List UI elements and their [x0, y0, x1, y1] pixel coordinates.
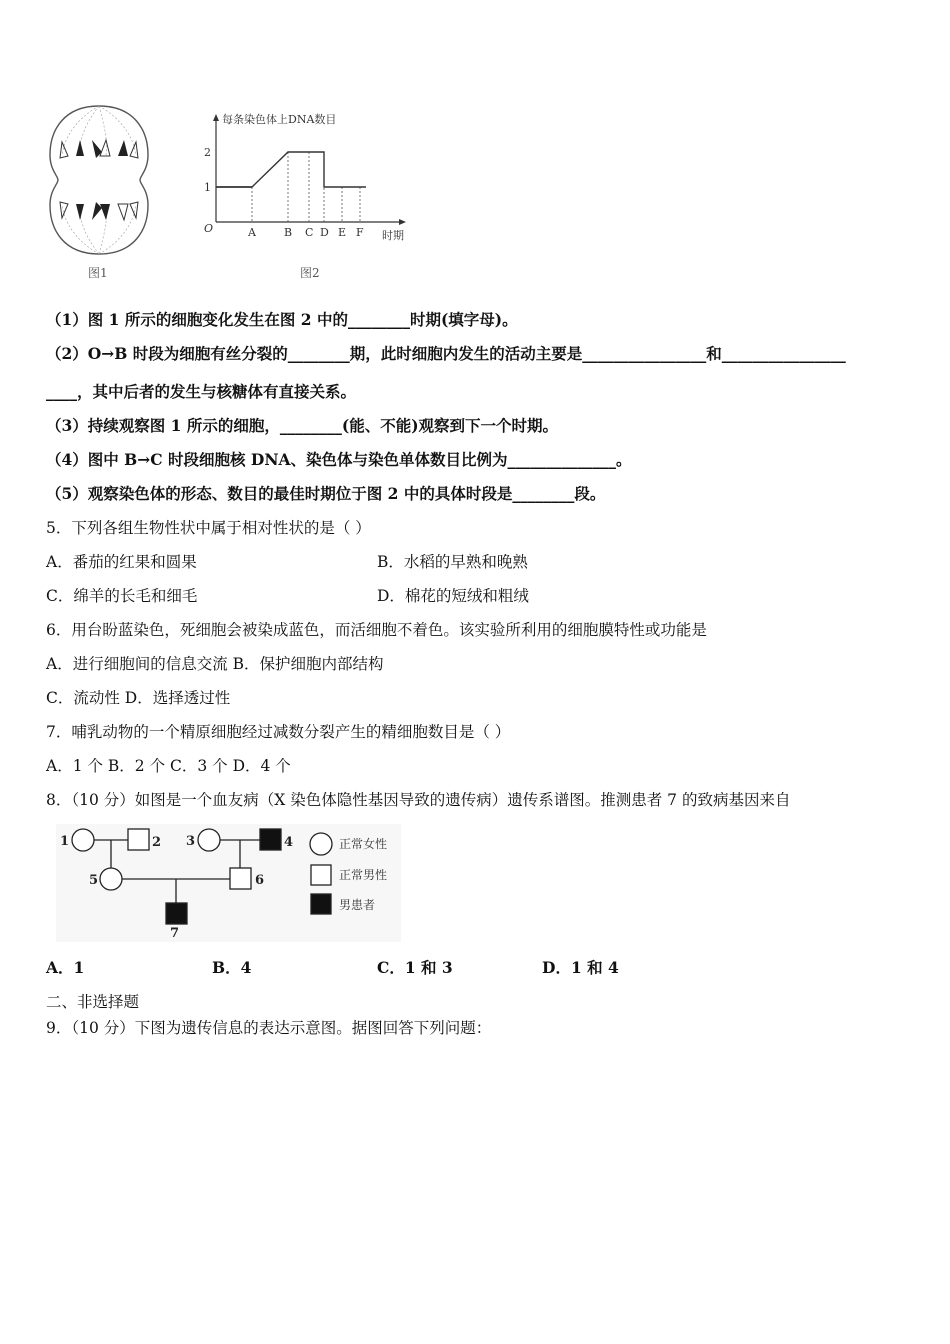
pedigree-id-2: 2: [152, 835, 162, 850]
legend-normal-male: 正常男性: [339, 868, 388, 882]
q7-stem: 7．哺乳动物的一个精原细胞经过减数分裂产生的精细胞数目是（ ）: [46, 723, 511, 741]
q5-option-c: C．绵羊的长毛和细毛: [46, 587, 198, 605]
q4-part-2-line-2: ____，其中后者的发生与核糖体有直接关系。: [46, 382, 357, 401]
chart-x-tick-label: C: [305, 226, 314, 239]
legend-male-patient: 男患者: [339, 898, 376, 912]
q9-stem: 9．（10 分）下图为遗传信息的表达示意图。据图回答下列问题：: [46, 1019, 492, 1037]
q4-part-3: （3）持续观察图 1 所示的细胞，________(能、不能)观察到下一个时期。: [46, 416, 559, 435]
pedigree-chart: [56, 824, 401, 942]
q6-options-ab: A．进行细胞间的信息交流 B．保护细胞内部结构: [46, 655, 384, 673]
chart-x-tick-label: D: [320, 226, 329, 239]
q8-option-d: D．1 和 4: [542, 958, 619, 977]
figure-2-chart: [198, 108, 413, 248]
chart-y-tick-label: 1: [204, 181, 211, 194]
pedigree-id-4: 4: [284, 835, 294, 850]
q8-option-b: B．4: [212, 958, 252, 977]
chart-y-axis-arrow: [213, 114, 219, 121]
chart-xlabel: 时期: [382, 229, 404, 242]
q5-option-b: B．水稻的早熟和晚熟: [377, 553, 528, 571]
q4-part-4: （4）图中 B→C 时段细胞核 DNA、染色体与染色单体数目比例为______________。: [46, 450, 632, 469]
q4-part-1: （1）图 1 所示的细胞变化发生在图 2 中的________时期(填字母)。: [46, 310, 518, 329]
pedigree-id-3: 3: [186, 834, 196, 849]
chart-y-tick-label: 2: [204, 146, 211, 159]
chart-ylabel: 每条染色体上DNA数目: [222, 113, 337, 126]
figure-2-label: 图2: [300, 266, 320, 280]
chart-x-tick-label: F: [356, 226, 364, 239]
chart-x-axis-arrow: [399, 219, 406, 225]
chart-x-tick-label: A: [248, 226, 256, 239]
pedigree-id-5: 5: [89, 873, 99, 888]
q5-option-d: D．棉花的短绒和粗绒: [377, 587, 529, 605]
q6-stem: 6．用台盼蓝染色，死细胞会被染成蓝色，而活细胞不着色。该实验所利用的细胞膜特性或功能是: [46, 621, 707, 639]
pedigree-id-7: 7: [170, 926, 180, 941]
chart-x-tick-label: B: [284, 226, 293, 239]
chart-origin: O: [204, 222, 214, 235]
q8-option-c: C．1 和 3: [377, 958, 453, 977]
figure-1-label: 图1: [88, 266, 108, 280]
figure-1-cell-diagram: [44, 100, 154, 260]
chart-series-line: [216, 152, 366, 187]
pedigree-id-6: 6: [255, 873, 265, 888]
q6-options-cd: C．流动性 D．选择透过性: [46, 689, 231, 707]
section-2-heading: 二、非选择题: [46, 993, 140, 1011]
q7-options: A．1 个 B．2 个 C．3 个 D．4 个: [46, 757, 291, 775]
q4-part-5: （5）观察染色体的形态、数目的最佳时期位于图 2 中的具体时段是________段。: [46, 484, 606, 503]
q4-part-2-line-1: （2）O→B 时段为细胞有丝分裂的________期，此时细胞内发生的活动主要是________________和________________: [46, 344, 846, 363]
q5-stem: 5．下列各组生物性状中属于相对性状的是（ ）: [46, 519, 371, 537]
q8-option-a: A．1: [46, 958, 85, 977]
pedigree-id-1: 1: [60, 834, 70, 849]
legend-normal-female: 正常女性: [339, 837, 388, 851]
chart-x-tick-label: E: [338, 226, 347, 239]
q8-stem: 8．（10 分）如图是一个血友病（X 染色体隐性基因导致的遗传病）遗传系谱图。推测患者 7 的致病基因来自: [46, 791, 791, 809]
q5-option-a: A．番茄的红果和圆果: [46, 553, 197, 571]
